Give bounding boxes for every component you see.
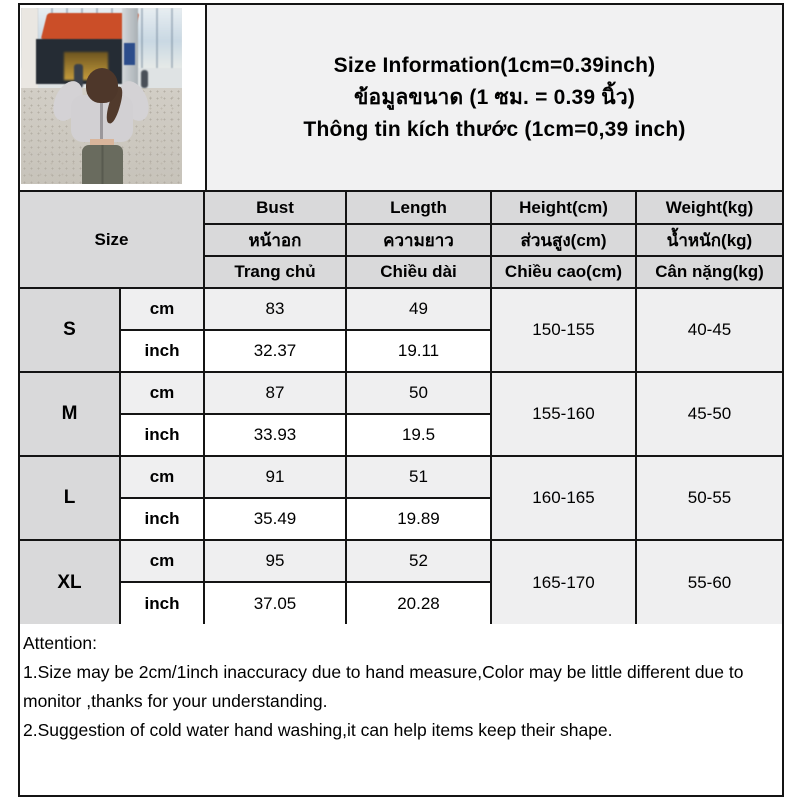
title-thai: ข้อมูลขนาด (1 ซม. = 0.39 นิ้ว) bbox=[353, 86, 636, 109]
col-header-length-vi: Chiều dài bbox=[346, 256, 491, 288]
height-range-value: 160-165 bbox=[491, 456, 636, 540]
length-cm-value: 49 bbox=[346, 288, 491, 330]
col-header-height-th: ส่วนสูง(cm) bbox=[491, 224, 636, 256]
unit-label-cm: cm bbox=[120, 372, 204, 414]
table-row-m-cm bbox=[20, 372, 782, 414]
col-header-height-en: Height(cm) bbox=[491, 192, 636, 224]
length-cm-value: 51 bbox=[346, 456, 491, 498]
attention-note-2: 2.Suggestion of cold water hand washing,it can help items keep their shape. bbox=[23, 720, 613, 740]
unit-label-inch: inch bbox=[120, 498, 204, 540]
table-row-s-cm bbox=[20, 288, 782, 330]
size-table-header bbox=[20, 192, 782, 288]
length-inch-value: 20.28 bbox=[346, 582, 491, 624]
header-section bbox=[20, 5, 782, 192]
attention-heading: Attention: bbox=[23, 633, 97, 653]
height-range-value: 165-170 bbox=[491, 540, 636, 624]
photo-model bbox=[59, 68, 145, 184]
bust-inch-value: 33.93 bbox=[204, 414, 346, 456]
page-frame bbox=[18, 3, 784, 797]
col-header-length-th: ความยาว bbox=[346, 224, 491, 256]
size-label-m: M bbox=[20, 372, 120, 456]
col-header-weight-vi: Cân nặng(kg) bbox=[636, 256, 782, 288]
col-header-weight-en: Weight(kg) bbox=[636, 192, 782, 224]
attention-note-1: 1.Size may be 2cm/1inch inaccuracy due to hand measure,Color may be little different due to monitor ,thanks for your understanding. bbox=[23, 662, 744, 711]
col-header-weight-th: น้ำหนัก(kg) bbox=[636, 224, 782, 256]
col-header-length-en: Length bbox=[346, 192, 491, 224]
bust-cm-value: 87 bbox=[204, 372, 346, 414]
bust-cm-value: 95 bbox=[204, 540, 346, 582]
unit-label-inch: inch bbox=[120, 582, 204, 624]
bust-inch-value: 35.49 bbox=[204, 498, 346, 540]
size-label-xl: XL bbox=[20, 540, 120, 624]
photo-model-hair bbox=[86, 68, 118, 103]
photo-blue-sign bbox=[124, 43, 135, 65]
unit-label-cm: cm bbox=[120, 456, 204, 498]
unit-label-inch: inch bbox=[120, 330, 204, 372]
photo-cell bbox=[20, 5, 207, 190]
bust-inch-value: 32.37 bbox=[204, 330, 346, 372]
title-english: Size Information(1cm=0.39inch) bbox=[333, 54, 656, 77]
height-range-value: 150-155 bbox=[491, 288, 636, 372]
length-inch-value: 19.11 bbox=[346, 330, 491, 372]
unit-label-cm: cm bbox=[120, 540, 204, 582]
table-row-l-cm bbox=[20, 456, 782, 498]
unit-label-cm: cm bbox=[120, 288, 204, 330]
height-range-value: 155-160 bbox=[491, 372, 636, 456]
length-cm-value: 52 bbox=[346, 540, 491, 582]
size-label-s: S bbox=[20, 288, 120, 372]
weight-range-value: 40-45 bbox=[636, 288, 782, 372]
bust-cm-value: 83 bbox=[204, 288, 346, 330]
weight-range-value: 55-60 bbox=[636, 540, 782, 624]
size-info-title-block bbox=[207, 5, 782, 190]
size-table bbox=[20, 192, 782, 624]
length-inch-value: 19.5 bbox=[346, 414, 491, 456]
bust-inch-value: 37.05 bbox=[204, 582, 346, 624]
attention-section bbox=[20, 624, 782, 745]
unit-label-inch: inch bbox=[120, 414, 204, 456]
table-row-xl-cm bbox=[20, 540, 782, 582]
length-cm-value: 50 bbox=[346, 372, 491, 414]
bust-cm-value: 91 bbox=[204, 456, 346, 498]
product-photo bbox=[21, 8, 182, 184]
title-vietnamese: Thông tin kích thước (1cm=0,39 inch) bbox=[303, 118, 686, 141]
photo-model-zipper bbox=[100, 102, 103, 142]
length-inch-value: 19.89 bbox=[346, 498, 491, 540]
col-header-bust-vi: Trang chủ bbox=[204, 256, 346, 288]
weight-range-value: 45-50 bbox=[636, 372, 782, 456]
photo-model-leggings bbox=[82, 145, 123, 184]
weight-range-value: 50-55 bbox=[636, 456, 782, 540]
corner-size-label: Size bbox=[20, 192, 204, 288]
col-header-height-vi: Chiều cao(cm) bbox=[491, 256, 636, 288]
col-header-bust-en: Bust bbox=[204, 192, 346, 224]
size-label-l: L bbox=[20, 456, 120, 540]
col-header-bust-th: หน้าอก bbox=[204, 224, 346, 256]
